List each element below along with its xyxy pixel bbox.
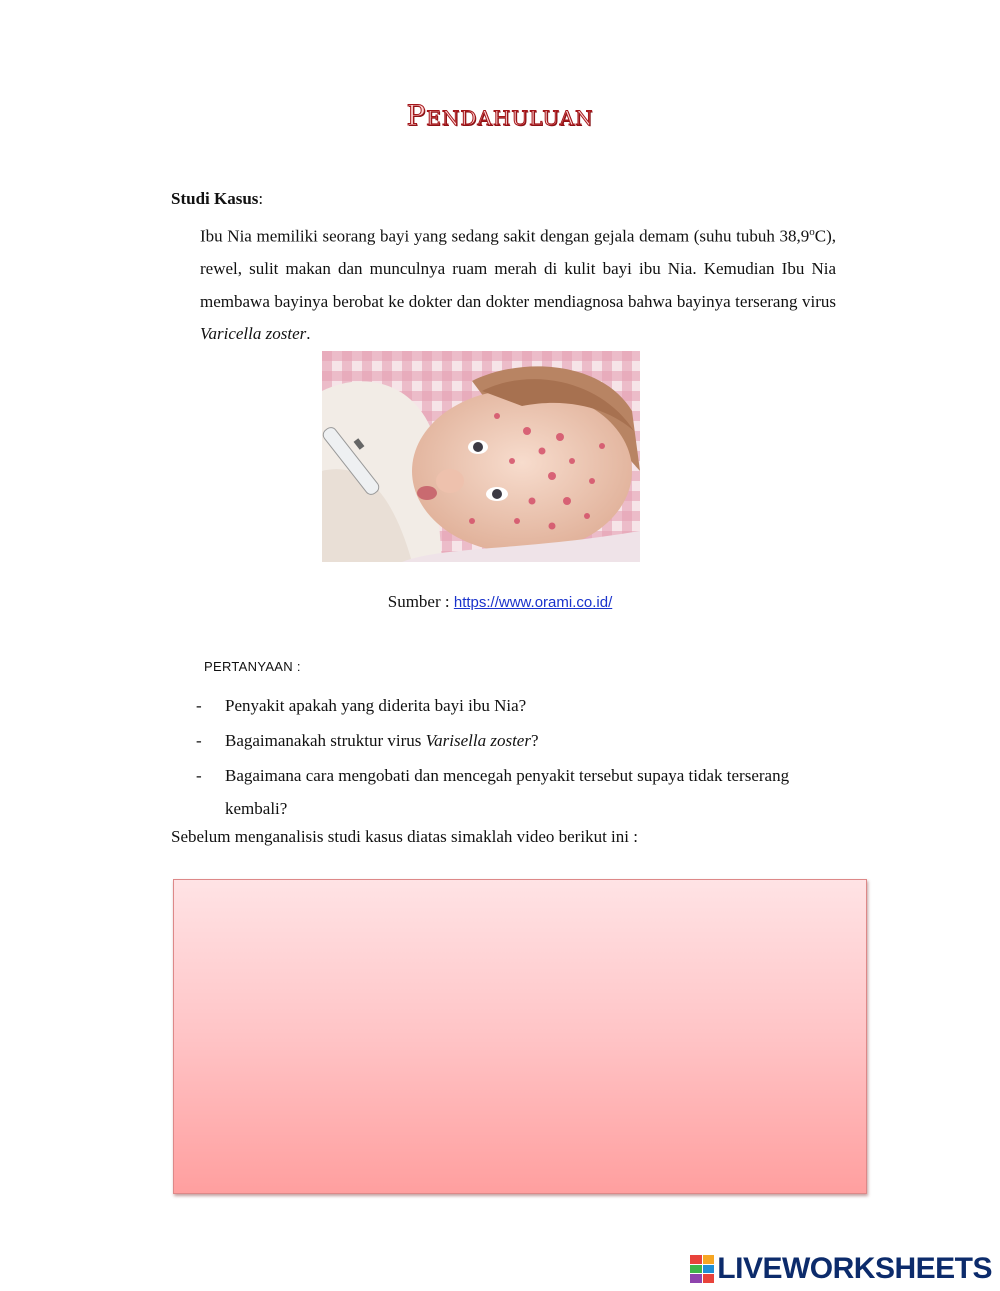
virus-name: Varicella zoster — [200, 324, 307, 344]
questions-list — [196, 689, 836, 827]
case-study-heading-colon: : — [258, 189, 264, 208]
degree-mark: o — [809, 226, 815, 238]
case-study-heading — [171, 189, 263, 209]
brand-name: LIVEWORKSHEETS — [717, 1252, 992, 1285]
brand-icon — [690, 1255, 714, 1283]
case-text-part1: Ibu Nia memiliki seorang bayi yang sedang sakit dengan gejala demam (suhu tubuh 38,9 — [200, 226, 810, 246]
list-bullet: - — [196, 696, 202, 715]
case-study-heading-label: Studi Kasus — [171, 189, 259, 208]
question-1: Penyakit apakah yang diderita bayi ibu Nia? — [225, 696, 527, 715]
video-intro: Sebelum menganalisis studi kasus diatas simaklah video berikut ini : — [171, 827, 638, 846]
questions-heading: PERTANYAAN : — [204, 659, 301, 674]
case-text-part2: C), rewel, sulit makan dan munculnya ruam merah di kulit bayi ibu Nia. Kemudian Ibu Nia membawa bayinya berobat ke dokter dan dokter mendiagnosa bahwa bayinya terserang virus — [200, 226, 836, 311]
case-study-text — [200, 216, 836, 351]
case-text-end: . — [306, 324, 311, 344]
list-bullet: - — [196, 766, 202, 785]
question-2-suffix: ? — [530, 731, 539, 750]
page-title: Pendahuluan — [406, 99, 594, 132]
question-2-prefix: Bagaimanakah struktur virus — [225, 731, 426, 750]
video-placeholder[interactable] — [173, 879, 867, 1194]
baby-photo — [322, 351, 640, 562]
question-item — [196, 724, 836, 757]
source-link[interactable]: https://www.orami.co.id/ — [453, 594, 613, 611]
liveworksheets-logo — [690, 1252, 992, 1286]
question-item — [196, 759, 836, 825]
image-source — [0, 592, 1000, 612]
question-3: Bagaimana cara mengobati dan mencegah penyakit tersebut supaya tidak terserang kembali? — [225, 766, 790, 818]
list-bullet: - — [196, 731, 202, 750]
source-label: Sumber : — [387, 592, 454, 611]
question-item — [196, 689, 836, 722]
question-2-virus: Varisella zoster — [425, 731, 531, 750]
